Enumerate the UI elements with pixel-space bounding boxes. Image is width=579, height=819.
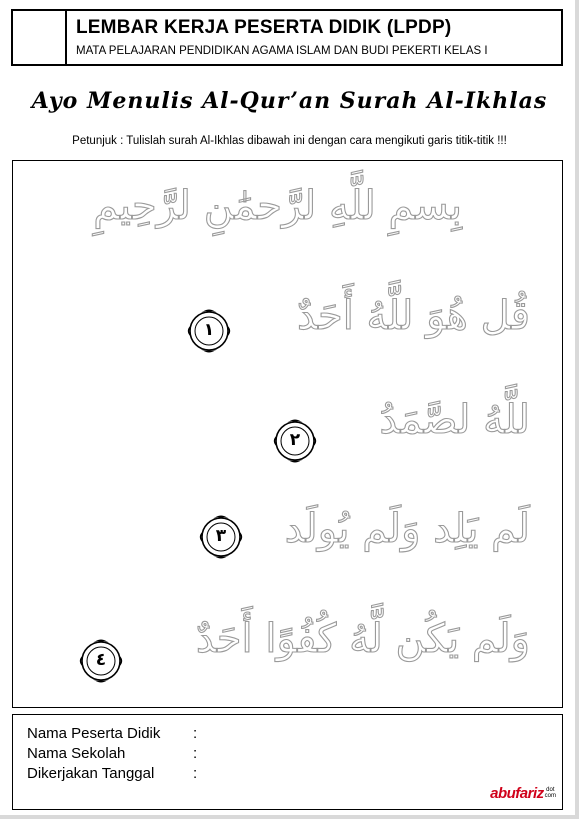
field-date-done (27, 765, 198, 782)
field-school-name-colon: : (193, 745, 198, 762)
field-school-name (27, 745, 198, 762)
ayah-1-tracing-text: قُل هُوَ للَّهُ أَحَدٌ (296, 293, 530, 339)
ayah-1-marker (187, 305, 231, 355)
ayah-1-number: ١ (203, 320, 215, 340)
brand-name: abufariz (490, 785, 544, 802)
worksheet-instruction: Petunjuk : Tulislah surah Al-Ikhlas dibawah ini dengan cara mengikuti garis titik-titik !!! (72, 135, 507, 147)
ayah-4-marker (79, 635, 123, 685)
field-student-name-colon: : (193, 725, 198, 742)
field-date-done-colon: : (193, 765, 198, 782)
field-school-name-label: Nama Sekolah (27, 745, 126, 762)
ayah-4-tracing-text: وَلَم يَكُن لَّهُ كُفُوًا أَحَدٌ (195, 616, 530, 662)
page-title: LEMBAR KERJA PESERTA DIDIK (LPDP) (76, 17, 452, 38)
tracing-area (12, 160, 563, 708)
brand-logo (490, 785, 556, 802)
ayah-3-number: ٣ (215, 526, 227, 546)
brand-suffix (545, 787, 556, 799)
ayah-2-marker (273, 415, 317, 465)
worksheet-heading: Ayo Menulis Al-Qur’an Surah Al-Ikhlas (31, 88, 548, 114)
field-date-done-label: Dikerjakan Tanggal (27, 765, 155, 782)
page-subtitle: MATA PELAJARAN PENDIDIKAN AGAMA ISLAM DAN BUDI PEKERTI KELAS I (76, 45, 488, 57)
field-student-name (27, 725, 198, 742)
field-student-name-label: Nama Peserta Didik (27, 725, 161, 742)
ayah-3-marker (199, 511, 243, 561)
header-box (11, 9, 563, 66)
ayah-2-tracing-text: للَّهُ لصَّمَدُ (379, 397, 530, 443)
ayah-2-number: ٢ (289, 430, 301, 450)
basmalah-tracing-text: بِسمِ للَّهِ لرَّحمَٰنِ لرَّحِيمِ (93, 183, 462, 229)
header-blank-cell (13, 11, 67, 64)
student-info-box (12, 714, 563, 810)
brand-suffix-com: com (544, 793, 556, 799)
ayah-3-tracing-text: لَم يَلِد وَلَم يُولَد (284, 506, 530, 552)
brand-suffix-dot: dot (546, 787, 555, 793)
ayah-4-number: ٤ (95, 650, 107, 670)
